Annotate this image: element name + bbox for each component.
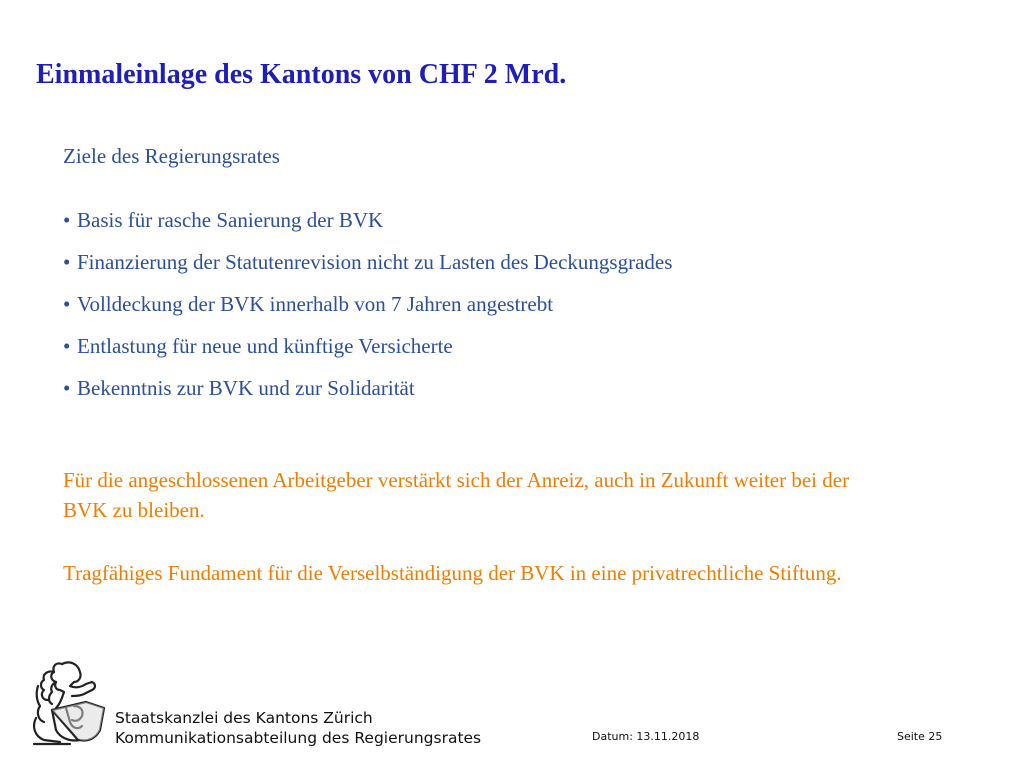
footer-organization bbox=[115, 708, 481, 748]
bullet-marker: • bbox=[63, 292, 71, 316]
footer-date: Datum: 13.11.2018 bbox=[592, 730, 700, 743]
bullet-text: Bekenntnis zur BVK und zur Solidarität bbox=[77, 376, 415, 400]
bullet-text: Basis für rasche Sanierung der BVK bbox=[77, 208, 384, 232]
list-item bbox=[63, 374, 672, 402]
slide-title: Einmaleinlage des Kantons von CHF 2 Mrd. bbox=[36, 59, 567, 90]
list-item bbox=[63, 332, 672, 360]
list-item bbox=[63, 206, 672, 234]
slide-subtitle: Ziele des Regierungsrates bbox=[63, 144, 280, 168]
bullet-text: Finanzierung der Statutenrevision nicht zu Lasten des Deckungsgrades bbox=[77, 250, 673, 274]
employer-incentive-paragraph: Für die angeschlossenen Arbeitgeber verstärkt sich der Anreiz, auch in Zukunft weiter bei der BVK zu bleiben. bbox=[63, 468, 850, 522]
goals-list bbox=[63, 206, 672, 416]
zurich-lion-coat-of-arms-icon bbox=[30, 656, 110, 746]
bullet-text: Volldeckung der BVK innerhalb von 7 Jahren angestrebt bbox=[77, 292, 554, 316]
list-item bbox=[63, 290, 672, 318]
list-item bbox=[63, 248, 672, 276]
bullet-marker: • bbox=[63, 376, 71, 400]
bullet-marker: • bbox=[63, 208, 71, 232]
bullet-text: Entlastung für neue und künftige Versicherte bbox=[77, 334, 453, 358]
foundation-paragraph: Tragfähiges Fundament für die Verselbständigung der BVK in eine privatrechtliche Stiftung. bbox=[63, 561, 842, 585]
footer-page-number: Seite 25 bbox=[897, 730, 943, 743]
bullet-marker: • bbox=[63, 250, 71, 274]
footer-org-line1: Staatskanzlei des Kantons Zürich bbox=[115, 709, 373, 727]
footer-org-line2: Kommunikationsabteilung des Regierungsrates bbox=[115, 729, 482, 747]
bullet-marker: • bbox=[63, 334, 71, 358]
